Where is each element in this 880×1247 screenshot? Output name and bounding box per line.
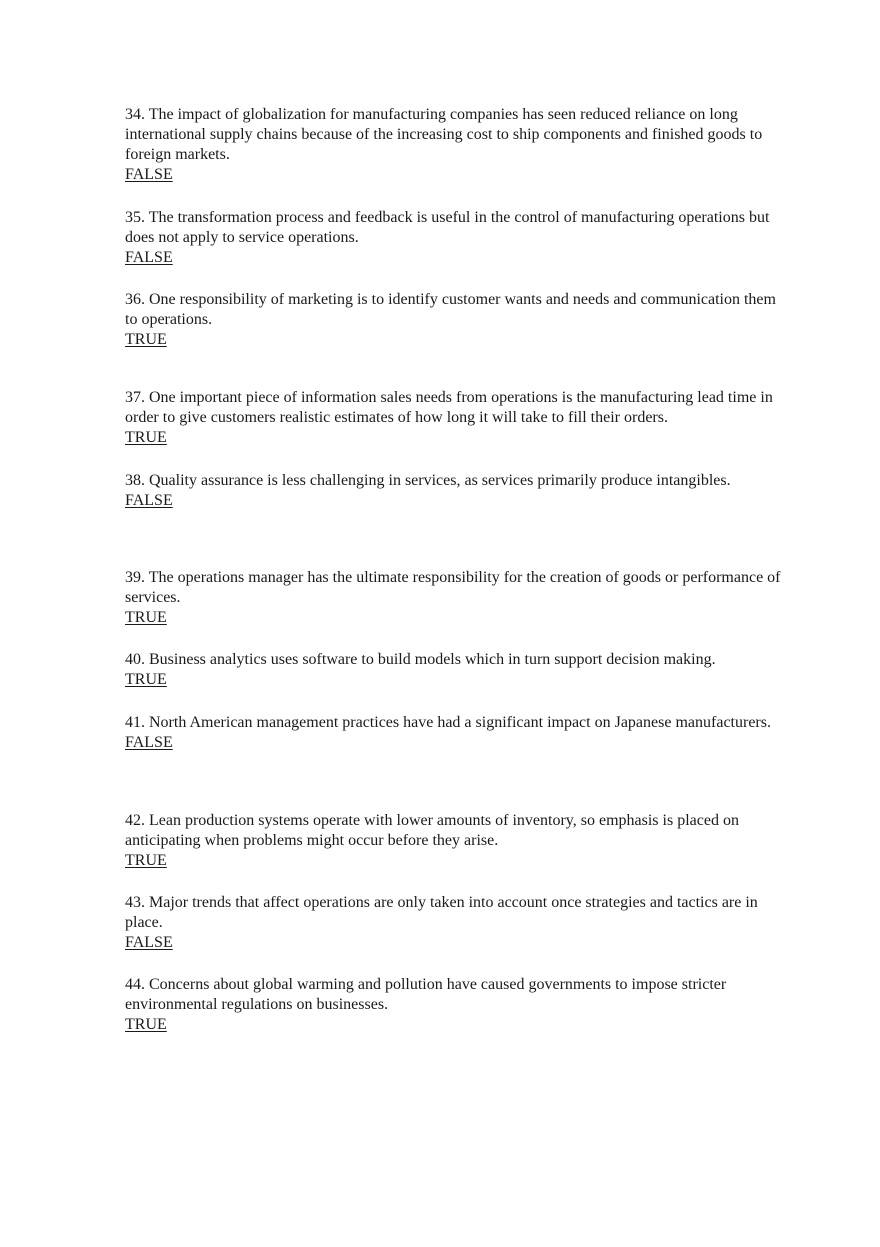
question-text: 39. The operations manager has the ultimate responsibility for the creation of goods or performance of services. bbox=[125, 569, 781, 606]
answer-label: TRUE bbox=[125, 429, 167, 446]
question-44 bbox=[125, 975, 785, 1035]
question-text: 37. One important piece of information sales needs from operations is the manufacturing lead time in order to give customers realistic estimates of how long it will take to fill their orders. bbox=[125, 389, 773, 426]
question-39 bbox=[125, 568, 785, 628]
question-text: 35. The transformation process and feedback is useful in the control of manufacturing operations but does not apply to service operations. bbox=[125, 209, 770, 246]
answer-label: TRUE bbox=[125, 671, 167, 688]
question-text: 42. Lean production systems operate with lower amounts of inventory, so emphasis is placed on anticipating when problems might occur before they arise. bbox=[125, 812, 739, 849]
question-37 bbox=[125, 388, 785, 448]
answer-label: FALSE bbox=[125, 249, 173, 266]
answer-label: FALSE bbox=[125, 166, 173, 183]
answer-label: TRUE bbox=[125, 1016, 167, 1033]
answer-label: TRUE bbox=[125, 609, 167, 626]
answer-label: TRUE bbox=[125, 331, 167, 348]
answer-label: FALSE bbox=[125, 492, 173, 509]
answer-label: FALSE bbox=[125, 734, 173, 751]
question-text: 36. One responsibility of marketing is to identify customer wants and needs and communication them to operations. bbox=[125, 291, 776, 328]
question-34 bbox=[125, 105, 785, 185]
question-36 bbox=[125, 290, 785, 350]
question-text: 41. North American management practices have had a significant impact on Japanese manufacturers. bbox=[125, 714, 771, 731]
question-35 bbox=[125, 208, 785, 268]
question-42 bbox=[125, 811, 785, 871]
answer-label: TRUE bbox=[125, 852, 167, 869]
question-38 bbox=[125, 471, 785, 511]
answer-label: FALSE bbox=[125, 934, 173, 951]
question-text: 44. Concerns about global warming and pollution have caused governments to impose stricter environmental regulations on businesses. bbox=[125, 976, 727, 1013]
question-40 bbox=[125, 650, 785, 690]
question-43 bbox=[125, 893, 785, 953]
question-text: 43. Major trends that affect operations are only taken into account once strategies and tactics are in place. bbox=[125, 894, 758, 931]
question-text: 34. The impact of globalization for manufacturing companies has seen reduced reliance on long international supply chains because of the increasing cost to ship components and finished goods to foreign markets. bbox=[125, 106, 763, 163]
question-41 bbox=[125, 713, 785, 753]
question-text: 40. Business analytics uses software to build models which in turn support decision making. bbox=[125, 651, 716, 668]
question-text: 38. Quality assurance is less challenging in services, as services primarily produce intangibles. bbox=[125, 472, 731, 489]
